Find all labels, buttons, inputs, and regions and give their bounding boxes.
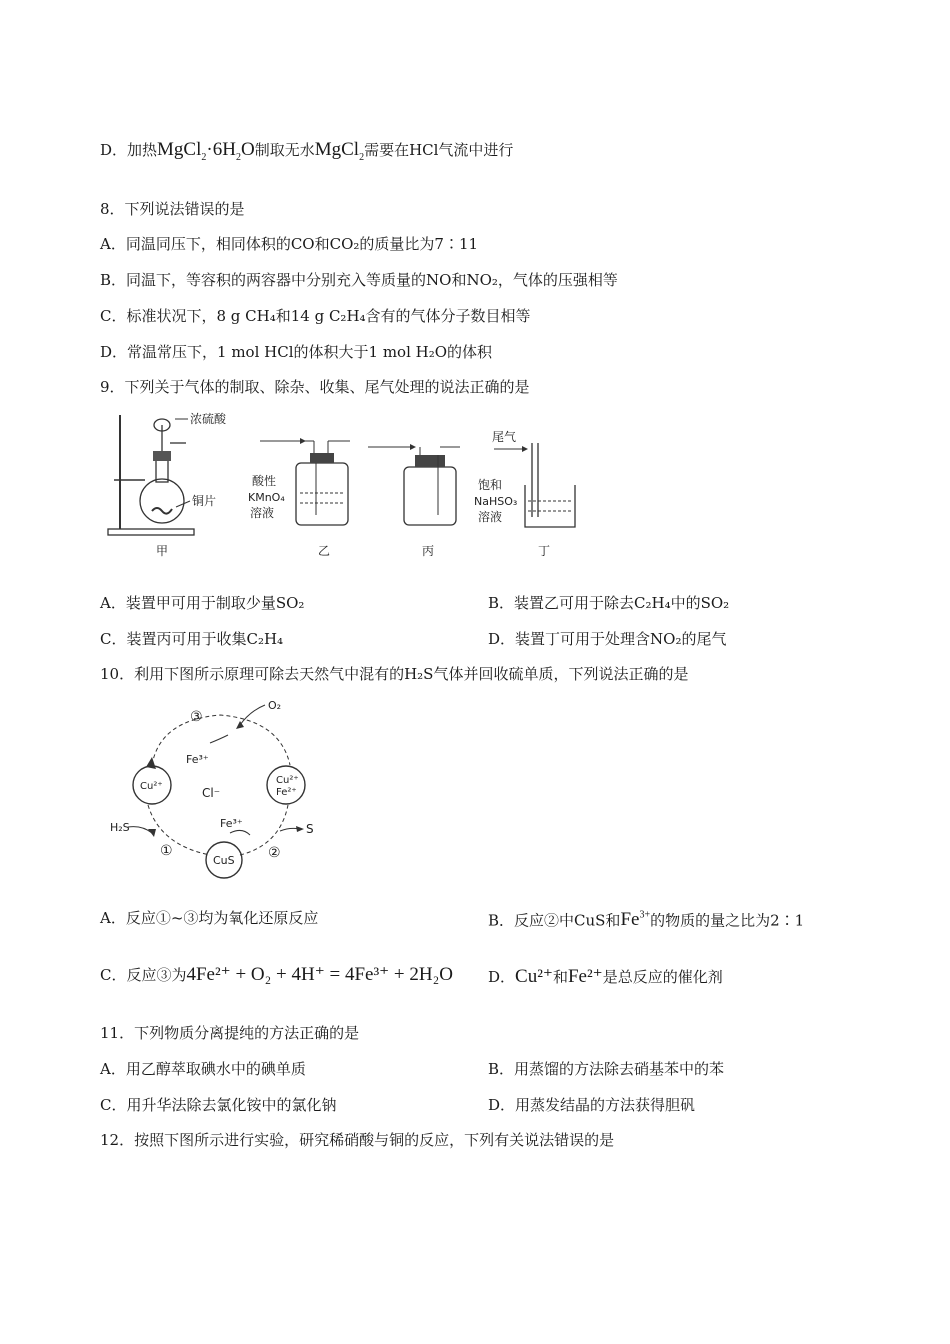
apparatus-jia <box>108 411 227 535</box>
q10-option-c: C．反应③为4Fe²⁺ + O₂ + 4H⁺ = 4Fe³⁺ + 2H₂O <box>100 964 453 985</box>
svg-text:H₂S: H₂S <box>110 821 130 834</box>
svg-text:①: ① <box>160 843 173 859</box>
q9-apparatus-figure <box>100 405 590 569</box>
q10-stem: 10．利用下图所示原理可除去天然气中混有的H₂S气体并回收硫单质，下列说法正确的是 <box>100 665 689 683</box>
q11-option-c: C．用升华法除去氯化铵中的氯化钠 <box>100 1096 337 1114</box>
svg-text:铜片: 铜片 <box>192 494 217 508</box>
q10-cycle-figure <box>100 695 340 889</box>
q8-option-b: B．同温下，等容积的两容器中分别充入等质量的NO和NO₂，气体的压强相等 <box>100 271 618 289</box>
svg-text:Cl⁻: Cl⁻ <box>202 786 221 800</box>
svg-text:Fe³⁺: Fe³⁺ <box>220 817 243 830</box>
q9-option-b: B．装置乙可用于除去C₂H₄中的SO₂ <box>488 594 730 612</box>
q11-option-b: B．用蒸馏的方法除去硝基苯中的苯 <box>488 1060 725 1078</box>
svg-text:酸性: 酸性 <box>252 474 277 488</box>
q8-option-c: C．标准状况下，8 g CH₄和14 g C₂H₄含有的气体分子数目相等 <box>100 307 531 325</box>
q11-option-a: A．用乙醇萃取碘水中的碘单质 <box>100 1060 306 1078</box>
svg-text:KMnO₄: KMnO₄ <box>248 491 285 504</box>
svg-text:CuS: CuS <box>213 854 235 867</box>
svg-text:Fe³⁺: Fe³⁺ <box>186 753 209 766</box>
q9-option-c: C．装置丙可用于收集C₂H₄ <box>100 630 284 648</box>
q9-stem: 9．下列关于气体的制取、除杂、收集、尾气处理的说法正确的是 <box>100 378 530 396</box>
svg-text:②: ② <box>268 845 281 861</box>
apparatus-bing <box>368 444 460 525</box>
label-yi: 乙 <box>318 544 331 558</box>
q7-option-d: D．加热$MgCl_2\cdot 6H_2O$制取无水MgCl$_2$需要在HCl气流中进行 <box>100 139 514 163</box>
q8-option-d: D．常温常压下，1 mol HCl的体积大于1 mol H₂O的体积 <box>100 343 493 361</box>
svg-text:S: S <box>306 822 314 836</box>
q8-option-a: A．同温同压下，相同体积的CO和CO₂的质量比为7∶11 <box>100 235 479 253</box>
q11-option-d: D．用蒸发结晶的方法获得胆矾 <box>488 1096 696 1114</box>
q10-option-d: D．Cu²⁺和Fe²⁺是总反应的催化剂 <box>488 966 723 987</box>
svg-text:饱和: 饱和 <box>478 478 503 492</box>
q8-stem: 8．下列说法错误的是 <box>100 200 245 218</box>
q12-stem: 12．按照下图所示进行实验，研究稀硝酸与铜的反应，下列有关说法错误的是 <box>100 1131 615 1149</box>
q9-option-d: D．装置丁可用于处理含NO₂的尾气 <box>488 630 727 648</box>
q11-stem: 11．下列物质分离提纯的方法正确的是 <box>100 1024 360 1042</box>
apparatus-ding <box>474 429 575 527</box>
svg-text:溶液: 溶液 <box>478 510 503 524</box>
label-bing: 丙 <box>422 544 435 558</box>
q9-option-a: A．装置甲可用于制取少量SO₂ <box>100 594 305 612</box>
svg-text:O₂: O₂ <box>268 699 282 712</box>
svg-text:尾气: 尾气 <box>492 430 517 444</box>
q10-option-b: B．反应②中CuS和$Fe^{3+}$的物质的量之比为2∶1 <box>488 909 805 931</box>
apparatus-yi <box>248 438 350 525</box>
svg-text:Cu²⁺: Cu²⁺ <box>276 775 299 786</box>
label-ding: 丁 <box>538 544 551 558</box>
svg-text:浓硫酸: 浓硫酸 <box>190 412 227 426</box>
q10-option-a: A．反应①~③均为氧化还原反应 <box>100 909 319 927</box>
svg-text:溶液: 溶液 <box>250 506 275 520</box>
label-jia: 甲 <box>156 544 169 558</box>
svg-text:Fe²⁺: Fe²⁺ <box>276 787 297 798</box>
svg-text:Cu²⁺: Cu²⁺ <box>140 781 163 792</box>
svg-text:NaHSO₃: NaHSO₃ <box>474 495 518 508</box>
svg-text:③: ③ <box>190 709 203 725</box>
